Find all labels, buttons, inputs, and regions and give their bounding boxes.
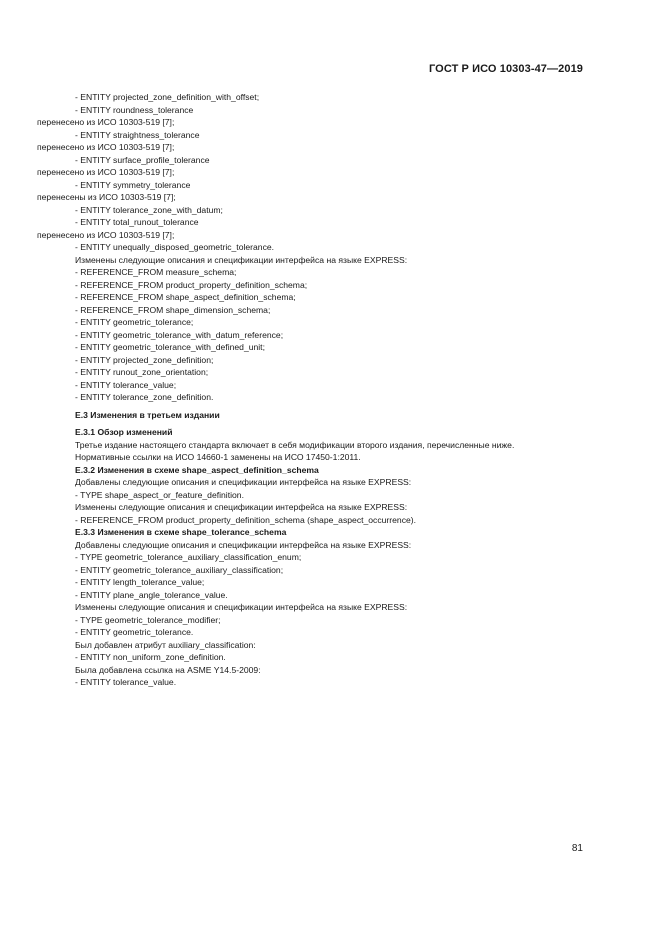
document-header: ГОСТ Р ИСО 10303-47—2019 [428, 63, 583, 75]
section-e31-line: Третье издание настоящего стандарта включает в себя модификации второго издания, перечисленные ниже. [75, 439, 515, 450]
text-line: - ENTITY geometric_tolerance; [75, 317, 194, 327]
text-line: - ENTITY tolerance_value; [75, 379, 177, 390]
page-content [37, 91, 585, 689]
text-line: - ENTITY symmetry_tolerance [75, 179, 191, 190]
text-line: - REFERENCE_FROM shape_dimension_schema; [75, 304, 271, 315]
text-line: перенесено из ИСО 10303-519 [7]; [37, 117, 175, 127]
text-line: - REFERENCE_FROM measure_schema; [75, 267, 237, 277]
text-line: - ENTITY geometric_tolerance_with_datum_reference; [75, 329, 284, 340]
text-line: - ENTITY projected_zone_definition_with_offset; [75, 92, 260, 102]
text-line: - REFERENCE_FROM product_property_definition_schema; [75, 279, 308, 290]
text-line: перенесено из ИСО 10303-519 [7]; [37, 167, 175, 177]
section-e32-line: - TYPE shape_aspect_or_feature_definition. [75, 489, 244, 500]
text-line: - ENTITY total_runout_tolerance [75, 217, 199, 227]
text-line: - REFERENCE_FROM shape_aspect_definition_schema; [75, 292, 296, 302]
text-line: - ENTITY straightness_tolerance [75, 129, 200, 140]
section-e33-line: - ENTITY non_uniform_zone_definition. [75, 652, 226, 662]
section-e33-line: Добавлены следующие описания и спецификации интерфейса на языке EXPRESS: [75, 539, 412, 550]
section-e33-line: Была добавлена ссылка на ASME Y14.5-2009: [75, 664, 261, 675]
section-e33-line: - ENTITY geometric_tolerance_auxiliary_classification; [75, 564, 284, 575]
section-e33-heading: Е.3.3 Изменения в схеме shape_tolerance_schema [75, 527, 287, 537]
entity-list-block [37, 91, 585, 404]
text-line: перенесены из ИСО 10303-519 [7]; [37, 192, 176, 202]
text-line: Изменены следующие описания и спецификации интерфейса на языке EXPRESS: [75, 254, 408, 265]
text-line: - ENTITY geometric_tolerance_with_defined_unit; [75, 342, 265, 352]
section-e31-line: Нормативные ссылки на ИСО 14660-1 заменены на ИСО 17450-1:2011. [75, 452, 361, 462]
section-e33-line: Изменены следующие описания и спецификации интерфейса на языке EXPRESS: [75, 602, 408, 612]
text-line: - ENTITY runout_zone_orientation; [75, 367, 209, 377]
text-line: - ENTITY roundness_tolerance [75, 104, 194, 115]
section-e33-line: - ENTITY geometric_tolerance. [75, 627, 194, 637]
section-e3-heading: Е.3 Изменения в третьем издании [75, 409, 220, 420]
text-line: - ENTITY tolerance_zone_definition. [75, 392, 214, 402]
text-line: - ENTITY surface_profile_tolerance [75, 154, 210, 165]
section-e33-line: Был добавлен атрибут auxiliary_classification: [75, 639, 256, 650]
page-number: 81 [571, 843, 583, 854]
text-line: - ENTITY projected_zone_definition; [75, 354, 214, 365]
section-e33-line: - TYPE geometric_tolerance_modifier; [75, 614, 221, 625]
section-e32-heading: Е.3.2 Изменения в схеме shape_aspect_definition_schema [75, 464, 319, 475]
section-e33-line: - ENTITY length_tolerance_value; [75, 577, 205, 587]
section-e33-line: - ENTITY plane_angle_tolerance_value. [75, 589, 228, 600]
section-e32-line: Добавлены следующие описания и спецификации интерфейса на языке EXPRESS: [75, 477, 412, 487]
text-line: перенесено из ИСО 10303-519 [7]; [37, 229, 175, 240]
section-e33-line: - TYPE geometric_tolerance_auxiliary_classification_enum; [75, 552, 302, 562]
text-line: - ENTITY unequally_disposed_geometric_tolerance. [75, 242, 275, 252]
section-e31-heading: Е.3.1 Обзор изменений [75, 427, 173, 437]
section-e33-line: - ENTITY tolerance_value. [75, 677, 177, 687]
section-e32-line: Изменены следующие описания и спецификации интерфейса на языке EXPRESS: [75, 502, 408, 512]
text-line: - ENTITY tolerance_zone_with_datum; [75, 204, 223, 215]
section-e32-line: - REFERENCE_FROM product_property_definition_schema (shape_aspect_occurrence). [75, 514, 417, 525]
text-line: перенесено из ИСО 10303-519 [7]; [37, 142, 175, 152]
